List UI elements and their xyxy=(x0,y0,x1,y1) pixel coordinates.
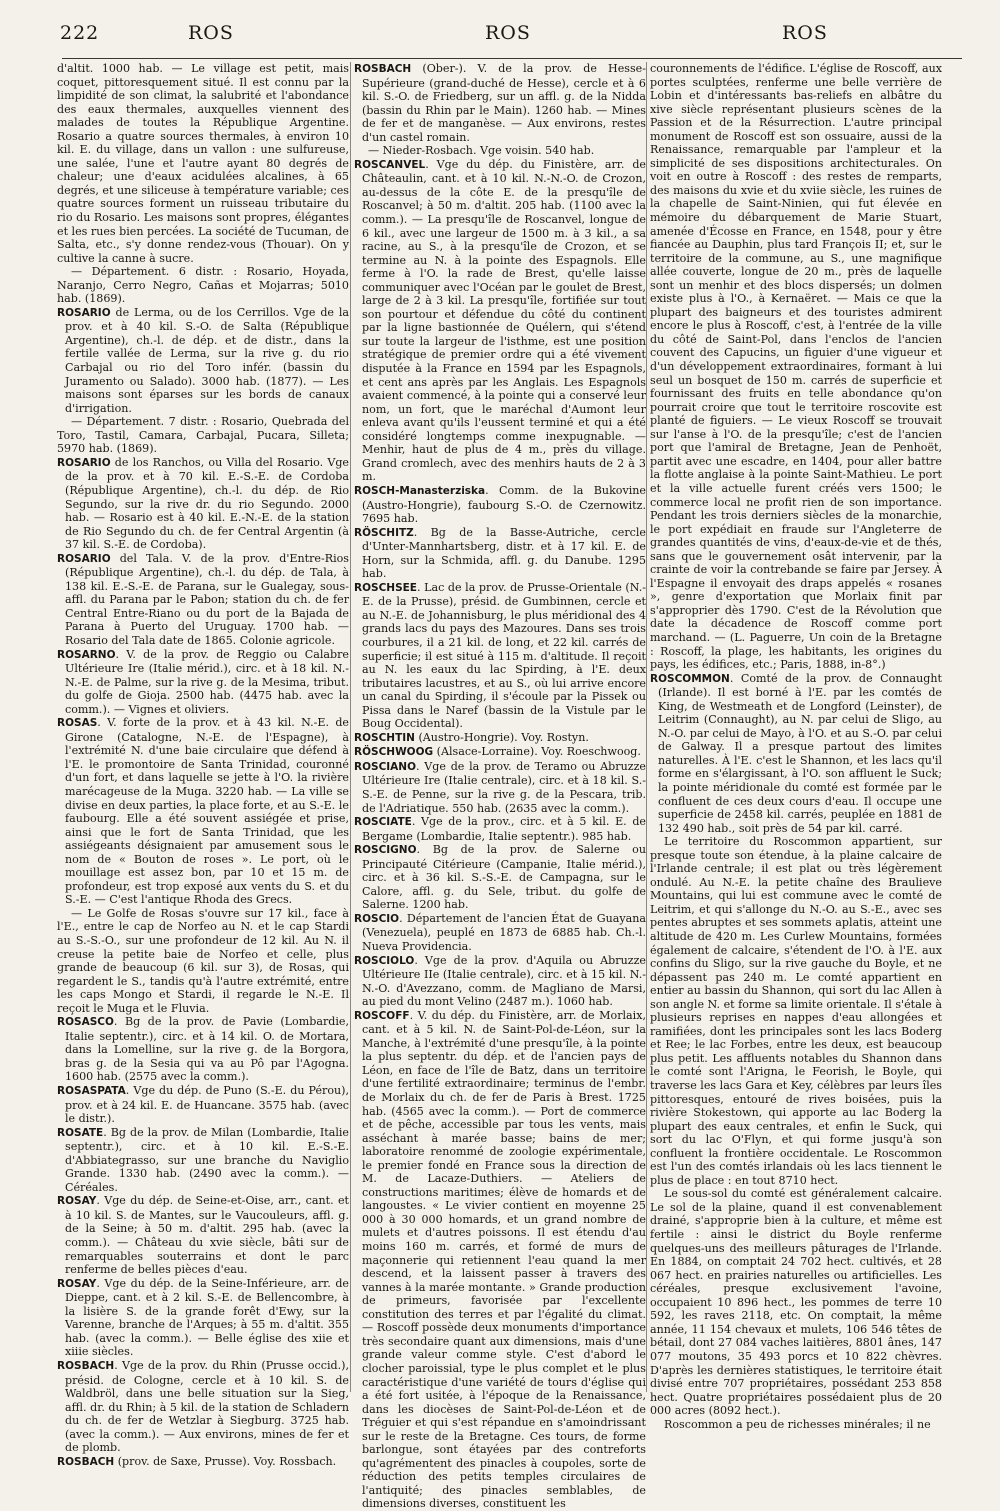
entry-text: . Comté de la prov. de Connaught (Irlande). Il est borné à l'E. par les comtés de King, de Westmeath et de Longford (Leinster), de Leitrim (Connaught), au N. par celui de Sligo, au N.-O. par celui de Mayo, à l'O. et au S.-O. par celui de Galway. Il a presque partout des limites naturelles. À l'E. c'est le Shannon, et les lacs qu'il forme en s'élargissant, à l'O. son affluent le Suck; la pointe méridionale du comté est formée par le confluent de ces deux cours d'eau. Il occupe une superficie de 2458 kil. carrés, peuplée en 1881 de 132 490 hab., soit près de 54 par kil. carré. xyxy=(658,671,942,835)
dictionary-entry xyxy=(650,672,942,836)
entry-text: (Austro-Hongrie). Voy. Rostyn. xyxy=(414,730,589,744)
entry-headword: ROSAY xyxy=(57,1277,97,1290)
entry-headword: RÖSCHITZ xyxy=(354,526,414,539)
entry-headword: RÖSCHWOOG xyxy=(354,746,434,759)
entry-text: — Nieder-Rosbach. Vge voisin. 540 hab. xyxy=(368,144,595,158)
entry-headword: ROSCIOLO xyxy=(354,954,415,967)
dictionary-entry xyxy=(354,526,646,581)
dictionary-entry xyxy=(354,158,646,484)
entry-text: . Bg de la Basse-Autriche, cercle d'Unter-Mannhartsberg, distr. et à 17 kil. E. de Horn, sur la Schmida, affl. g. du Danube. 1295 hab. xyxy=(362,525,646,581)
dictionary-entry xyxy=(57,1277,349,1359)
entry-text: . Vge de la prov. de Teramo ou Abruzze Ultérieure Ire (Italie centrale), circ. et à 18 kil. S.-S.-E. de Penne, sur la rive g. de la Pescara, trib. de l'Adriatique. 550 hab. (2635 avec la comm.). xyxy=(362,759,646,815)
entry-paragraph xyxy=(57,62,349,265)
dictionary-entry xyxy=(354,731,646,746)
dictionary-entry xyxy=(354,760,646,815)
entry-text: couronnements de l'édifice. L'église de Roscoff, aux portes sculptées, renferme une belle verrière de Lobin et d'intéressants bas-reliefs en albâtre du xive siècle représentant plusieurs scènes de la Passion et de la Résurrection. L'autre principal monument de Roscoff est son ossuaire, aussi de la Renaissance, remarquable par l'ampleur et la simplicité de ses dispositions architecturales. On voit en outre à Roscoff : des restes de remparts, des maisons du xvie et du xviie siècle, les ruines de la chapelle de Saint-Ninien, qui fut élevée en mémoire du débarquement de Marie Stuart, amenée d'Écosse en France, en 1548, pour y être fiancée au Dauphin, plus tard François II; et, sur le territoire de la commune, au S., une magnifique allée couverte, longue de 20 m., près de laquelle sont un menhir et des blocs dispersés; un dolmen existe plus à l'O., à Kernaëret. — Mais ce que la plupart des baigneurs et des touristes admirent encore le plus à Roscoff, c'est, à l'entrée de la ville du côté de Saint-Pol, dans l'enclos de l'ancien couvent des Capucins, un figuier d'une vigueur et d'un développement extraordinaires, formant à lui seul un bosquet de 150 m. carrés de superficie et fournissant des fruits en telle abondance qu'on pourrait croire que tout le territoire roscovite est planté de figuiers. — Le vieux Roscoff se trouvait sur l'anse à l'O. de la presqu'île; c'est de l'ancien port que l'amiral de Bretagne, Jean de Penhoët, partit avec une escadre, en 1404, pour aller battre la flotte anglaise à la pointe Saint-Mathieu. Le port et la ville actuelle furent créés vers 1500; le commerce local ne profit rien de son importance. Pendant les trois derniers siècles de la monarchie, le port expédiait en fraude sur l'Angleterre de grandes quantités de vins, d'eaux-de-vie et de thés, sans que le gouvernement osât intervenir, par la crainte de voir la contrebande se faire par Jersey. À l'Espagne il envoyait des draps appelés « rosanes », genre d'exportation que Morlaix finit par s'approprier dès 1790. C'est de la Révolution que date la décadence de Roscoff comme port marchand. — (L. Paguerre, Un coin de la Bretagne : Roscoff, la plage, les habitants, les origines du pays, les édifices, etc.; Paris, 1888, in-8°.) xyxy=(650,62,942,672)
page-header xyxy=(60,22,965,58)
entry-headword: ROSAS xyxy=(57,717,98,730)
entry-text: . Bg de la prov. de Milan (Lombardie, Italie septentr.), circ. et à 10 kil. E.-S.-E. d'Abbiategrasso, sur une branche du Naviglio Grande. 1330 hab. (2490 avec la comm.). — Céréales. xyxy=(65,1125,349,1194)
dictionary-entry xyxy=(354,912,646,954)
entry-headword: ROSARNO xyxy=(57,648,116,661)
entry-headword: ROSARIO xyxy=(57,552,111,565)
dictionary-entry xyxy=(57,1126,349,1195)
entry-headword: ROSAY xyxy=(57,1195,97,1208)
entry-text: (Alsace-Lorraine). Voy. Roeschwoog. xyxy=(433,745,641,759)
entry-paragraph xyxy=(650,1187,942,1417)
dictionary-entry xyxy=(354,62,646,144)
dictionary-entry xyxy=(57,552,349,648)
entry-paragraph xyxy=(354,144,646,158)
entry-text: . V. du dép. du Finistère, arr. de Morlaix, cant. et à 5 kil. N. de Saint-Pol-de-Léon, sur la Manche, à l'extrémité d'une presqu'île, à la pointe la plus septentr. du dép. et de l'ancien pays de Léon, en face de l'île de Batz, dans un territoire d'une fertilité extraordinaire; terminus de l'embr. de Morlaix du ch. de fer de Paris à Brest. 1725 hab. (4565 avec la comm.). — Port de commerce et de pêche, accessible par tous les vents, mais asséchant à marée basse; bains de mer; laboratoire renommé de zoologie expérimentale, le premier fondé en France sous la direction de M. de Lacaze-Duthiers. — Ateliers de constructions maritimes; élève de homards et de langoustes. « Le vivier contient en moyenne 25 000 à 30 000 homards, et un grand nombre de mulets et d'autres poissons. Il est étendu d'au moins 160 m. carrés, et formé de murs de maçonnerie qui retiennent l'eau quand la mer descend, et la laissent passer à travers des vannes à la marée montante. » Grande production de primeurs, favorisée par l'excellente constitution des terres et par l'égalité du climat. — Roscoff possède deux monuments d'importance très secondaire quant aux dimensions, mais d'une grande valeur comme style. C'est d'abord le clocher paroissial, type le plus complet et le plus caractéristique d'une variété de tours d'église qui a été fort usitée, à l'époque de la Renaissance, dans les diocèses de Saint-Pol-de-Léon et de Tréguier et qui s'est répandue en s'amoindrissant sur le reste de la Bretagne. Ces tours, de forme barlongue, sont étayées par des contreforts qu'agrémentent des pinacles à coupoles, sorte de réduction des petits temples circulaires de l'antiquité; des pinacles semblables, de dimensions diverses, constituent les xyxy=(362,1008,646,1511)
dictionary-entry xyxy=(354,745,646,760)
dictionary-entry xyxy=(57,1015,349,1084)
page-number: 222 xyxy=(60,22,100,44)
entry-text: Le territoire du Roscommon appartient, sur presque toute son étendue, à la plaine calcaire de l'Irlande centrale; il est plat ou très légèrement ondulé. Au N.-E. la petite chaîne des Braulieve Mountains, qui lui est commune avec le comté de Leitrim, et qui s'allonge du N.-O. au S.-E., avec ses pentes abruptes et ses sommets aplatis, atteint une altitude de 420 m. Les Curlew Mountains, formées également de calcaire, s'étendent de l'O. à l'E. aux confins du Sligo, sur la rive gauche du Boyle, et ne dépassent pas 240 m. Le comté appartient en entier au bassin du Shannon, qui sort du lac Allen à son angle N. et forme sa limite orientale. Il s'étale à plusieurs reprises en nappes d'eau allongées et ramifiées, dont les principales sont les lacs Boderg et Ree; le lac Forbes, entre les deux, est beaucoup plus petit. Les affluents notables du Shannon dans le comté sont l'Arigna, le Feorish, le Boyle, qui traverse les lacs Gara et Key, célèbres par leurs îles pittoresques, entouré de rives boisées, puis la rivière Stokestown, qui apporte au lac Boderg la plupart des eaux centrales, et enfin le Suck, qui sort du lac O'Flyn, et qui forme jusqu'à son confluent la frontière occidentale. Le Roscommon est l'un des comtés irlandais où les lacs tiennent le plus de place : en tout 8710 hect. xyxy=(650,835,942,1187)
entry-paragraph xyxy=(650,62,942,672)
entry-text: (Ober-). V. de la prov. de Hesse-Supérieure (grand-duché de Hesse), cercle et à 6 kil. S.-O. de Friedberg, sur un affl. g. de la Nidda (bassin du Rhin par le Main). 1260 hab. — Mines de fer et de manganèse. — Aux environs, restes d'un castel romain. xyxy=(362,62,646,144)
entry-headword: ROSCANVEL xyxy=(354,158,426,171)
entry-text: . Bg de la prov. de Salerne ou Principauté Citérieure (Campanie, Italie mérid.), circ. et à 36 kil. S.-S.-E. de Campagna, sur le Calore, affl. g. du Sele, tribut. du golfe de Salerne. 1200 hab. xyxy=(362,843,646,912)
entry-text: . V. de la prov. de Reggio ou Calabre Ultérieure Ire (Italie mérid.), circ. et à 18 kil. N.-N.-E. de Palme, sur la rive g. de la Mesima, tribut. du golfe de Gioja. 2500 hab. (4475 hab. avec la comm.). — Vignes et oliviers. xyxy=(65,647,349,716)
entry-text: de los Ranchos, ou Villa del Rosario. Vge de la prov. et à 70 kil. E.-S.-E. de Cordoba (République Argentine), ch.-l. du dép. de Rio Segundo, sur la rive dr. du rio Segundo. 2000 hab. — Rosario est à 40 kil. E.-N.-E. de la station de Rio Segundo du ch. de fer Central Argentin (à 37 kil. S.-E. de Cordoba). xyxy=(65,455,349,552)
entry-text: . Bg de la prov. de Pavie (Lombardie, Italie septentr.), circ. et à 14 kil. O. de Mortara, dans la Lomelline, sur la rive g. de la Borgora, bras g. de la Sesia qui va au Pô par l'Agogna. 1600 hab. (2575 avec la comm.). xyxy=(65,1015,349,1084)
entry-headword: ROSCOFF xyxy=(354,1009,410,1022)
dictionary-entry xyxy=(57,648,349,717)
entry-text: . Vge de la prov. d'Aquila ou Abruzze Ultérieure IIe (Italie centrale), circ. et à 15 kil. N.-N.-O. d'Avezzano, comm. de Magliano de Marsi, au pied du mont Velino (2487 m.). 1060 hab. xyxy=(362,953,646,1009)
entry-text: . Vge de la prov. du Rhin (Prusse occid.), présid. de Cologne, cercle et à 10 kil. S. de Waldbröl, dans une belle situation sur la Sieg, affl. dr. du Rhin; à 5 kil. de la station de Schladern du ch. de fer de Wetzlar à Siegburg. 3725 hab. (avec la comm.). — Aux environs, mines de fer et de plomb. xyxy=(65,1358,349,1455)
dictionary-entry xyxy=(57,1194,349,1276)
dictionary-entry xyxy=(57,456,349,552)
dictionary-entry xyxy=(354,484,646,526)
entry-text: . Vge du dép. du Finistère, arr. de Châteaulin, cant. et à 10 kil. N.-N.-O. de Crozon, au-dessus de la côte E. de la presqu'île de Roscanvel; à 50 m. d'altit. 205 hab. (1100 avec la comm.). — La presqu'île de Roscanvel, longue de 6 kil., avec une largeur de 1500 m. à 3 kil., a sa racine, au S., à la presqu'île de Crozon, et se termine au N. à la pointe des Espagnols. Elle ferme à l'O. la rade de Brest, qu'elle laisse communiquer avec l'Océan par le goulet de Brest, large de 2 à 3 kil. La presqu'île, fortifiée sur tout son pourtour et défendue du côté du continent par la ligne bastionnée de Quélern, qui s'étend sur toute la largeur de l'isthme, est une position stratégique de premier ordre qui a été vivement disputée à la France en 1594 par les Espagnols, et cent ans après par les Anglais. Les Espagnols avaient commencé, à la pointe qui a conservé leur nom, un fort, que le maréchal d'Aumont leur enleva avant qu'ils l'eussent terminé et qui a été considéré longtemps comme inexpugnable. — Menhir, haut de plus de 4 m., près du village. Grand cromlech, avec des menhirs hauts de 2 à 3 m. xyxy=(362,157,646,484)
entry-headword: ROSBACH xyxy=(57,1359,115,1372)
entry-headword: ROSCIATE xyxy=(354,816,412,829)
dictionary-entry xyxy=(354,1009,646,1511)
entry-headword: ROSBACH xyxy=(354,63,412,75)
entry-headword: ROSASCO xyxy=(57,1016,114,1029)
dictionary-entry xyxy=(354,815,646,843)
running-head-right: ROS xyxy=(782,22,828,44)
entry-paragraph xyxy=(57,415,349,456)
entry-headword: ROSBACH xyxy=(57,1455,115,1468)
text-column-3 xyxy=(650,62,942,1431)
entry-headword: ROSCHTIN xyxy=(354,731,415,744)
dictionary-entry xyxy=(354,581,646,731)
dictionary-entry xyxy=(57,1359,349,1455)
entry-headword: ROSCIO xyxy=(354,912,400,925)
entry-text: . Vge de la prov., circ. et à 5 kil. E. de Bergame (Lombardie, Italie septentr.). 985 hab. xyxy=(362,815,646,843)
entry-headword: ROSCIANO xyxy=(354,760,417,773)
entry-headword: ROSCHSEE xyxy=(354,581,417,594)
running-head-center: ROS xyxy=(485,22,531,44)
entry-text: — Département. 7 distr. : Rosario, Quebrada del Toro, Tastil, Camara, Carbajal, Pucara, Silleta; 5970 hab. (1869). xyxy=(57,415,349,456)
entry-text: . Vge du dép. de Puno (S.-E. du Pérou), prov. et à 24 kil. E. de Huancane. 3575 hab. (avec le distr.). xyxy=(65,1084,349,1126)
entry-text: . Lac de la prov. de Prusse-Orientale (N.-E. de la Prusse), présid. de Gumbinnen, cercle et au N.-E. de Johannisburg, le plus méridional des 4 grands lacs du pays des Mazoures. Dans ses trois courbures, il a 21 kil. de long, et 22 kil. carrés de superficie; il est situé à 115 m. d'altitude. Il reçoit au N. les eaux du lac Spirding, à l'E. deux tributaires lacustres, et au S., où lui arrive encore un canal du Spirding, il s'écoule par la Pissek ou Pissa dans le Naref (bassin de la Vistule par le Boug Occidental). xyxy=(362,580,646,731)
entry-paragraph xyxy=(57,265,349,306)
entry-headword: ROSARIO xyxy=(57,456,111,469)
dictionary-entry xyxy=(57,306,349,415)
running-head-left: ROS xyxy=(188,22,234,44)
column-divider xyxy=(350,62,351,1392)
entry-text: (prov. de Saxe, Prusse). Voy. Rossbach. xyxy=(114,1454,337,1468)
entry-headword: ROSCH-Manasterziska xyxy=(354,484,486,497)
entry-text: — Département. 6 distr. : Rosario, Hoyada, Naranjo, Cerro Negro, Cañas et Mojarras; 5010 hab. (1869). xyxy=(57,265,349,306)
entry-headword: ROSATE xyxy=(57,1126,104,1139)
entry-headword: ROSASPATA xyxy=(57,1085,126,1098)
entry-text: Roscommon a peu de richesses minérales; il ne xyxy=(664,1417,931,1431)
text-column-1 xyxy=(57,62,349,1468)
entry-headword: ROSARIO xyxy=(57,306,111,319)
entry-paragraph xyxy=(650,835,942,1187)
dictionary-entry xyxy=(57,1455,349,1470)
dictionary-entry xyxy=(57,716,349,907)
entry-text: de Lerma, ou de los Cerrillos. Vge de la prov. et à 40 kil. S.-O. de Salta (République Argentine), ch.-l. de dép. et de distr., dans la fertile vallée de Lerma, sur la rive g. du rio Carbajal ou rio del Toro infér. (bassin du Juramento ou Salado). 3000 hab. (1877). — Les maisons sont éparses sur les bords de canaux d'irrigation. xyxy=(65,305,349,415)
text-column-2 xyxy=(354,62,646,1511)
dictionary-entry xyxy=(354,954,646,1009)
entry-paragraph xyxy=(650,1418,942,1432)
dictionary-entry xyxy=(354,843,646,912)
entry-text: . V. forte de la prov. et à 43 kil. N.-E. de Girone (Catalogne, N.-E. de l'Espagne), à l'extrémité N. d'une baie circulaire que défend à l'E. le promontoire de Santa Trinidad, couronné d'un fort, et dans laquelle se jette à l'O. la rivière marécageuse de la Muga. 3220 hab. — La ville se divise en deux parties, la place forte, et au S.-E. le faubourg. Elle a été souvent assiégée et prise, ainsi que le fort de Santa Trinidad, que les assiégeants désignaient par amusement sous le nom de « Bouton de roses ». Le port, où le mouillage est assez bon, par 10 et 15 m. de profondeur, est trop exposé aux vents du S. et du S.-E. — C'est l'antique Rhoda des Grecs. xyxy=(65,716,349,907)
entry-text: del Tala. V. de la prov. d'Entre-Rios (République Argentine), ch.-l. du dép. de Tala, à 138 kil. E.-S.-E. de Parana, sur le Gualegay, sous-affl. du Parana par le Pabon; station du ch. de fer Central Entre-Riano ou du port de la Bajada de Parana à Puerto del Uruguay. 1700 hab. — Rosario del Tala date de 1865. Colonie agricole. xyxy=(65,551,349,647)
entry-text: Le sous-sol du comté est généralement calcaire. Le sol de la plaine, quand il est convenablement drainé, s'approprie bien à la culture, et même est fertile : ainsi le district du Boyle renferme quelques-uns des meilleurs pâturages de l'Irlande. En 1884, on comptait 24 702 hect. cultivés, et 28 067 hect. en prairies naturelles ou artificielles. Les céréales, presque exclusivement l'avoine, occupaient 10 896 hect., les pommes de terre 10 592, les raves 2118, etc. On comptait, la même année, 11 154 chevaux et mulets, 106 546 têtes de bétail, dont 27 084 vaches laitières, 8801 ânes, 147 077 moutons, 35 493 porcs et 10 822 chèvres. D'après les dernières statistiques, le territoire était divisé entre 707 propriétaires, possédant 253 858 hect. Quatre propriétaires possédaient plus de 20 000 acres (8092 hect.). xyxy=(650,1187,942,1418)
entry-headword: ROSCIGNO xyxy=(354,844,417,857)
entry-text: . Comm. de la Bukovine (Austro-Hongrie), faubourg S.-O. de Czernowitz. 7695 hab. xyxy=(362,483,646,526)
column-divider xyxy=(646,62,647,1392)
header-rule xyxy=(62,58,962,59)
entry-text: . Département de l'ancien État de Guayana (Venezuela), peuplé en 1873 de 6885 hab. Ch.-l. Nueva Providencia. xyxy=(362,911,646,953)
dictionary-entry xyxy=(57,1084,349,1126)
entry-text: — Le Golfe de Rosas s'ouvre sur 17 kil., face à l'E., entre le cap de Norfeo au N. et le cap Stardi au S.-S.-O., sur une profondeur de 12 kil. Au N. il creuse la petite baie de Norfeo et celle, plus grande de beaucoup (6 kil. sur 3), de Rosas, qui regardent le S., tandis qu'à l'autre extrémité, entre les caps Mongo et Stardi, il regarde le N.-E. Il reçoit le Muga et le Fluvia. xyxy=(57,906,349,1015)
entry-headword: ROSCOMMON xyxy=(650,672,730,685)
entry-text: . Vge du dép. de la Seine-Inférieure, arr. de Dieppe, cant. et à 2 kil. S.-E. de Bellencombre, à la lisière S. de la grande forêt d'Ewy, sur la Varenne, branche de l'Arques; à 55 m. d'altit. 355 hab. (avec la comm.). — Belle église des xiie et xiiie siècles. xyxy=(65,1276,349,1359)
entry-text: d'altit. 1000 hab. — Le village est petit, mais coquet, pittoresquement situé. Il est connu par la limpidité de son climat, la salubrité et l'abondance des eaux thermales, auxquelles viennent des malades de toutes la République Argentine. Rosario a quatre sources thermales, à environ 10 kil. E. du village, dans un vallon : une sulfureuse, une salée, l'une et l'autre ayant 80 degrés de chaleur; une d'eaux acidulées alcalines, à 65 degrés, et une siliceuse à température variable; ces quatre sources forment un ruisseau tributaire du rio du Rosario. Les maisons sont propres, élégantes et les rues bien percées. La société de Tucuman, de Salta, etc., s'y donne rendez-vous (Thouar). On y cultive la canne à sucre. xyxy=(57,62,349,265)
entry-text: . Vge du dép. de Seine-et-Oise, arr., cant. et à 10 kil. S. de Mantes, sur le Vaucouleurs, affl. g. de la Seine; à 50 m. d'altit. 295 hab. (avec la comm.). — Château du xvie siècle, bâti sur de remarquables souterrains et dont le parc renferme de belles pièces d'eau. xyxy=(65,1194,349,1277)
entry-paragraph xyxy=(57,907,349,1015)
